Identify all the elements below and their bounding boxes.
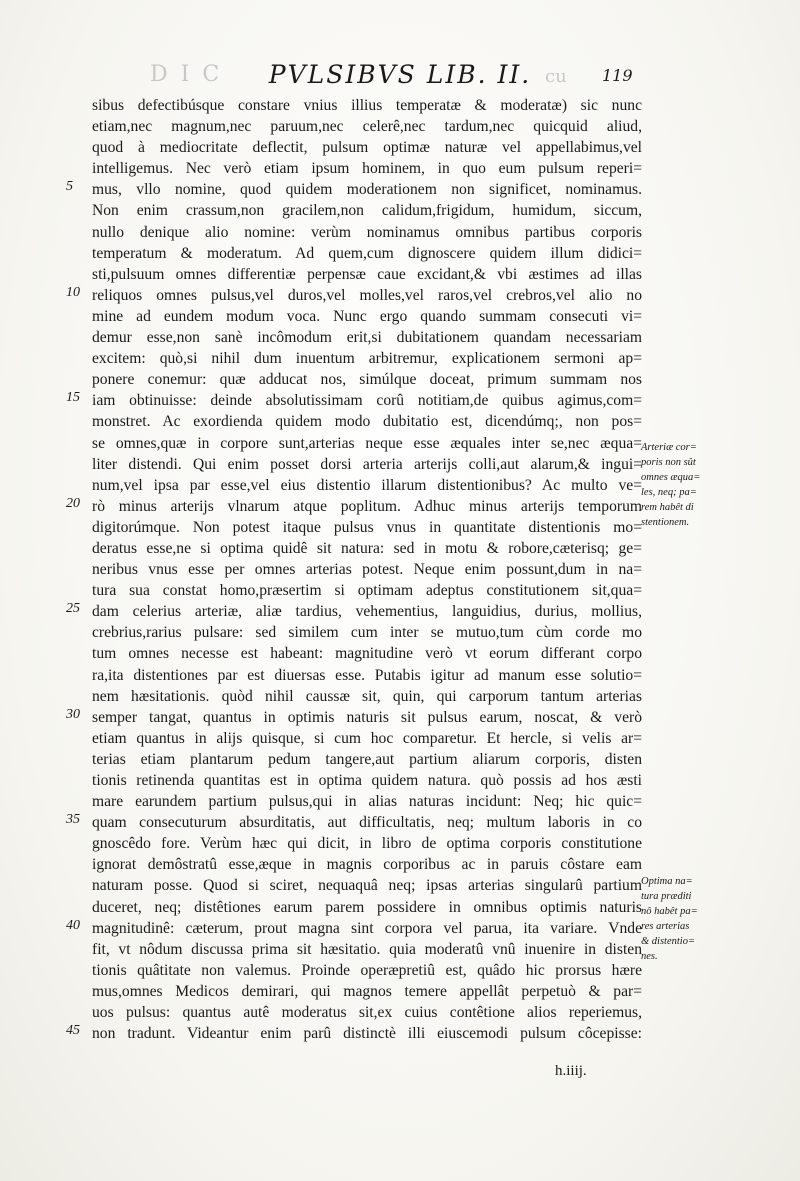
- marginal-note-line: Arteriæ cor=: [641, 442, 697, 453]
- text-line: sibus defectibúsque constare vnius illius temperatæ & moderatæ) sic nunc: [92, 97, 642, 114]
- text-line: ignorat demôstratû esse,æque in magnis corporibus ac in paruis côstare eam: [92, 856, 642, 874]
- text-line: se omnes,quæ in corpore sunt,arterias neque esse æquales inter se,nec æqua=: [92, 434, 642, 452]
- text-line: terias etiam plantarum pedum tangere,aut partium aliarum corporis, disten: [92, 750, 642, 768]
- text-line: deratus esse,ne si optima quidê sit natura: sed in motu & robore,cæterisq; ge=: [92, 539, 642, 557]
- marginal-note-line: tura præditi: [641, 891, 692, 902]
- text-line: mare earundem partium pulsus,qui in alias naturas incidunt: Neq; hic quic=: [92, 793, 642, 811]
- marginal-note-line: omnes æqua=: [641, 472, 701, 483]
- text-line: quam consecuturum absurditatis, aut difficultatis, neq; multum laboris in co: [92, 814, 642, 832]
- text-line: intelligemus. Nec verò etiam ipsum hominem, in quo eum pulsum reperi=: [92, 160, 642, 178]
- marginal-note-line: stentionem.: [641, 517, 690, 528]
- folio-number: 119: [602, 66, 633, 85]
- text-line: mus,omnes Medicos demirari, qui magnos temere appellât perpetuò & par=: [92, 982, 642, 1000]
- signature-mark: h.iiij.: [555, 1063, 587, 1079]
- line-number: 25: [66, 601, 80, 617]
- text-line: etiam,nec magnum,nec paruum,nec celerê,nec tardum,nec quicquid aliud,: [92, 118, 642, 136]
- text-line: liter distendi. Qui enim posset dorsi arteria arterijs colli,aut alarum,& ingui=: [92, 455, 642, 473]
- marginal-note-line: rem habêt di: [641, 502, 694, 513]
- text-line: dam celerius arteriæ, aliæ tardius, vehementius, languidius, durius, mollius,: [92, 603, 642, 621]
- line-number: 30: [66, 706, 80, 722]
- text-line: etiam quantus in alijs quisque, si cum hoc comparetur. Et hercle, si velis ar=: [92, 729, 642, 747]
- marginal-note-line: Optima na=: [641, 876, 693, 887]
- text-line: tionis quâtitate non valemus. Proinde operæpretiû est, quâdo hic prorsus hære: [92, 961, 642, 979]
- text-line: non tradunt. Videantur enim parû distinctè illi eiuscemodi pulsum côcepisse:: [92, 1025, 642, 1043]
- line-number: 45: [66, 1023, 80, 1039]
- page-header: [0, 60, 800, 90]
- text-line: demur esse,non sanè incômodum erit,si dubitationem quandam necessariam: [92, 329, 642, 347]
- text-line: tura sua constat homo,præsertim si optimam adeptus constitutionem sit,qua=: [92, 582, 642, 600]
- marginal-note-line: res arterias: [641, 921, 690, 932]
- text-line: excitem: quò,si nihil dum inuentum arbitremur, explicationem sermoni ap=: [92, 350, 642, 368]
- text-line: quod à mediocritate deflectit, pulsum optimæ naturæ vel appellabimus,vel: [92, 139, 642, 157]
- text-line: duceret, neq; distêtiones earum parem possidere in omnibus optimis naturis: [92, 898, 642, 916]
- line-number: 10: [66, 284, 80, 300]
- text-line: sti,pulsuum omnes differentiæ perpensæ caue excidant,& vbi æstimes ad illas: [92, 265, 642, 283]
- text-line: ponere conemur: quæ adducat nos, simúlque doceat, primum summam nos: [92, 371, 642, 389]
- text-line: reliquos omnes pulsus,vel duros,vel molles,vel raros,vel crebros,vel alio no: [92, 286, 642, 304]
- text-line: digitorúmque. Non potest itaque pulsus vnus in quantitate distentionis mo=: [92, 518, 642, 536]
- text-line: nem hæsitationis. quòd nihil caussæ sit, quin, qui carporum tantum arterias: [92, 687, 642, 705]
- text-line: uos pulsus: quantus autê moderatus sit,ex cuius contêtione alios reperiemus,: [92, 1004, 642, 1022]
- show-through-text-left: D I C: [150, 62, 223, 87]
- marginal-note: [641, 874, 731, 964]
- text-line: neribus vnus esse per omnes arterias potest. Neque enim possunt,dum in na=: [92, 561, 642, 579]
- text-line: semper tangat, quantus in optimis naturis sit pulsus earum, noscat, & verò: [92, 708, 642, 726]
- body-text: [92, 95, 642, 1044]
- text-line: rò minus arterijs vlnarum atque poplitum. Adhuc minus arterijs temporum: [92, 497, 642, 515]
- marginal-note: [641, 440, 731, 530]
- line-number: 20: [66, 495, 80, 511]
- text-line: iam obtinuisse: deinde absolutissimam corû notitiam,de quibus agimus,com=: [92, 392, 642, 410]
- marginal-note-line: les, neq; pa=: [641, 487, 697, 498]
- line-number: 40: [66, 917, 80, 933]
- text-line: temperatum & moderatum. Ad quem,cum dignoscere quidem illum didici=: [92, 244, 642, 262]
- text-line: magnitudinê: cæterum, prout magna sint corpora vel parua, ita variare. Vnde: [92, 919, 642, 937]
- marginal-note-line: poris non sût: [641, 457, 696, 468]
- text-line: fit, vt nôdum discussa prima sit hæsitatio. quia moderatû vnû inuenire in disten: [92, 940, 642, 958]
- text-line: naturam posse. Quod si sciret, nequaquâ neq; ipsas arterias singularû partium: [92, 877, 642, 895]
- marginal-note-line: nes.: [641, 951, 658, 962]
- text-line: mus, vllo nomine, quod quidem moderationem non significet, nominamus.: [92, 181, 642, 199]
- text-line: Non enim crassum,non gracilem,non calidum,frigidum, humidum, siccum,: [92, 202, 642, 220]
- text-line: mine ad eundem modum voca. Nunc ergo quando summam consecuti vi=: [92, 307, 642, 325]
- text-line: tionis retinenda quantitas est in optima quidem natura. quò possis ad hos æsti: [92, 772, 642, 789]
- marginal-note-line: nô habêt pa=: [641, 906, 698, 917]
- text-line: monstret. Ac exordienda quidem modo dubitatio est, dicendúmq;, non pos=: [92, 413, 642, 431]
- text-line: tum omnes necesse est habeant: magnitudine verò vt eorum differant corpo: [92, 645, 642, 663]
- marginal-note-line: & distentio=: [641, 936, 696, 947]
- line-number: 15: [66, 390, 80, 406]
- text-line: ra,ita distentiones par est diuersas esse. Putabis igitur ad manum esse solutio=: [92, 666, 642, 684]
- running-head: PVLSIBVS LIB. II.: [268, 60, 532, 89]
- text-line: num,vel ipsa par esse,vel eius distentio illarum distentionibus? Ac multo ve=: [92, 476, 642, 494]
- line-number: 35: [66, 812, 80, 828]
- show-through-text-right: cu: [545, 66, 567, 87]
- text-line: crebrius,rarius pulsare: sed similem cum inter se mutuo,tum cùm corde mo: [92, 624, 642, 642]
- text-line: gnoscêdo fore. Verùm hæc qui dicit, in libro de optima corporis constitutione: [92, 835, 642, 853]
- line-number: 5: [66, 179, 73, 195]
- text-line: nullo denique alio nomine: verùm nominamus omnibus partibus corporis: [92, 223, 642, 241]
